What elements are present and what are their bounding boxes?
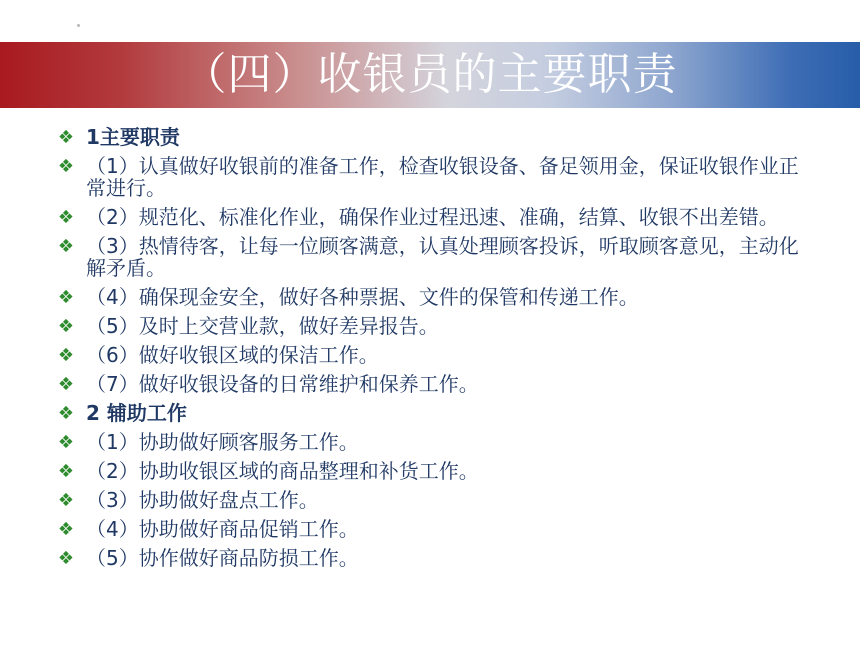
diamond-dots-icon: ❖ xyxy=(57,156,75,177)
diamond-dots-icon: ❖ xyxy=(57,127,75,148)
list-item-text: （3）热情待客，让每一位顾客满意，认真处理顾客投诉，听取顾客意见，主动化解矛盾。 xyxy=(86,234,799,280)
diamond-dots-icon: ❖ xyxy=(57,374,75,395)
list-item-text: 2 辅助工作 xyxy=(86,401,187,425)
list-item-text: （5）及时上交营业款，做好差异报告。 xyxy=(86,314,439,338)
list-item-text: （2）规范化、标准化作业，确保作业过程迅速、准确，结算、收银不出差错。 xyxy=(86,205,779,229)
diamond-dots-icon: ❖ xyxy=(57,236,75,257)
bullet-list xyxy=(56,126,806,576)
list-item-text: （2）协助收银区域的商品整理和补货工作。 xyxy=(86,459,479,483)
slide-dot xyxy=(77,24,80,27)
list-item xyxy=(56,315,806,337)
list-item xyxy=(56,431,806,453)
list-item-text: （5）协作做好商品防损工作。 xyxy=(86,546,359,570)
list-item xyxy=(56,402,806,424)
list-item xyxy=(56,547,806,569)
list-item-text: （1）认真做好收银前的准备工作，检查收银设备、备足领用金，保证收银作业正常进行。 xyxy=(86,154,799,200)
diamond-dots-icon: ❖ xyxy=(57,432,75,453)
list-item xyxy=(56,489,806,511)
diamond-dots-icon: ❖ xyxy=(57,461,75,482)
list-item xyxy=(56,344,806,366)
list-item-text: （3）协助做好盘点工作。 xyxy=(86,488,319,512)
diamond-dots-icon: ❖ xyxy=(57,207,75,228)
list-item xyxy=(56,155,806,199)
diamond-dots-icon: ❖ xyxy=(57,287,75,308)
diamond-dots-icon: ❖ xyxy=(57,548,75,569)
slide-title: （四）收银员的主要职责 xyxy=(182,49,678,100)
diamond-dots-icon: ❖ xyxy=(57,403,75,424)
list-item-text: （7）做好收银设备的日常维护和保养工作。 xyxy=(86,372,479,396)
list-item xyxy=(56,460,806,482)
list-item xyxy=(56,126,806,148)
list-item xyxy=(56,373,806,395)
diamond-dots-icon: ❖ xyxy=(57,490,75,511)
list-item xyxy=(56,518,806,540)
list-item-text: （1）协助做好顾客服务工作。 xyxy=(86,430,359,454)
list-item xyxy=(56,286,806,308)
list-item-text: （6）做好收银区域的保洁工作。 xyxy=(86,343,379,367)
list-item-text: 1主要职责 xyxy=(86,125,180,149)
title-band xyxy=(0,42,860,108)
list-item xyxy=(56,235,806,279)
list-item xyxy=(56,206,806,228)
list-item-text: （4）确保现金安全，做好各种票据、文件的保管和传递工作。 xyxy=(86,285,639,309)
list-item-text: （4）协助做好商品促销工作。 xyxy=(86,517,359,541)
diamond-dots-icon: ❖ xyxy=(57,316,75,337)
diamond-dots-icon: ❖ xyxy=(57,345,75,366)
diamond-dots-icon: ❖ xyxy=(57,519,75,540)
